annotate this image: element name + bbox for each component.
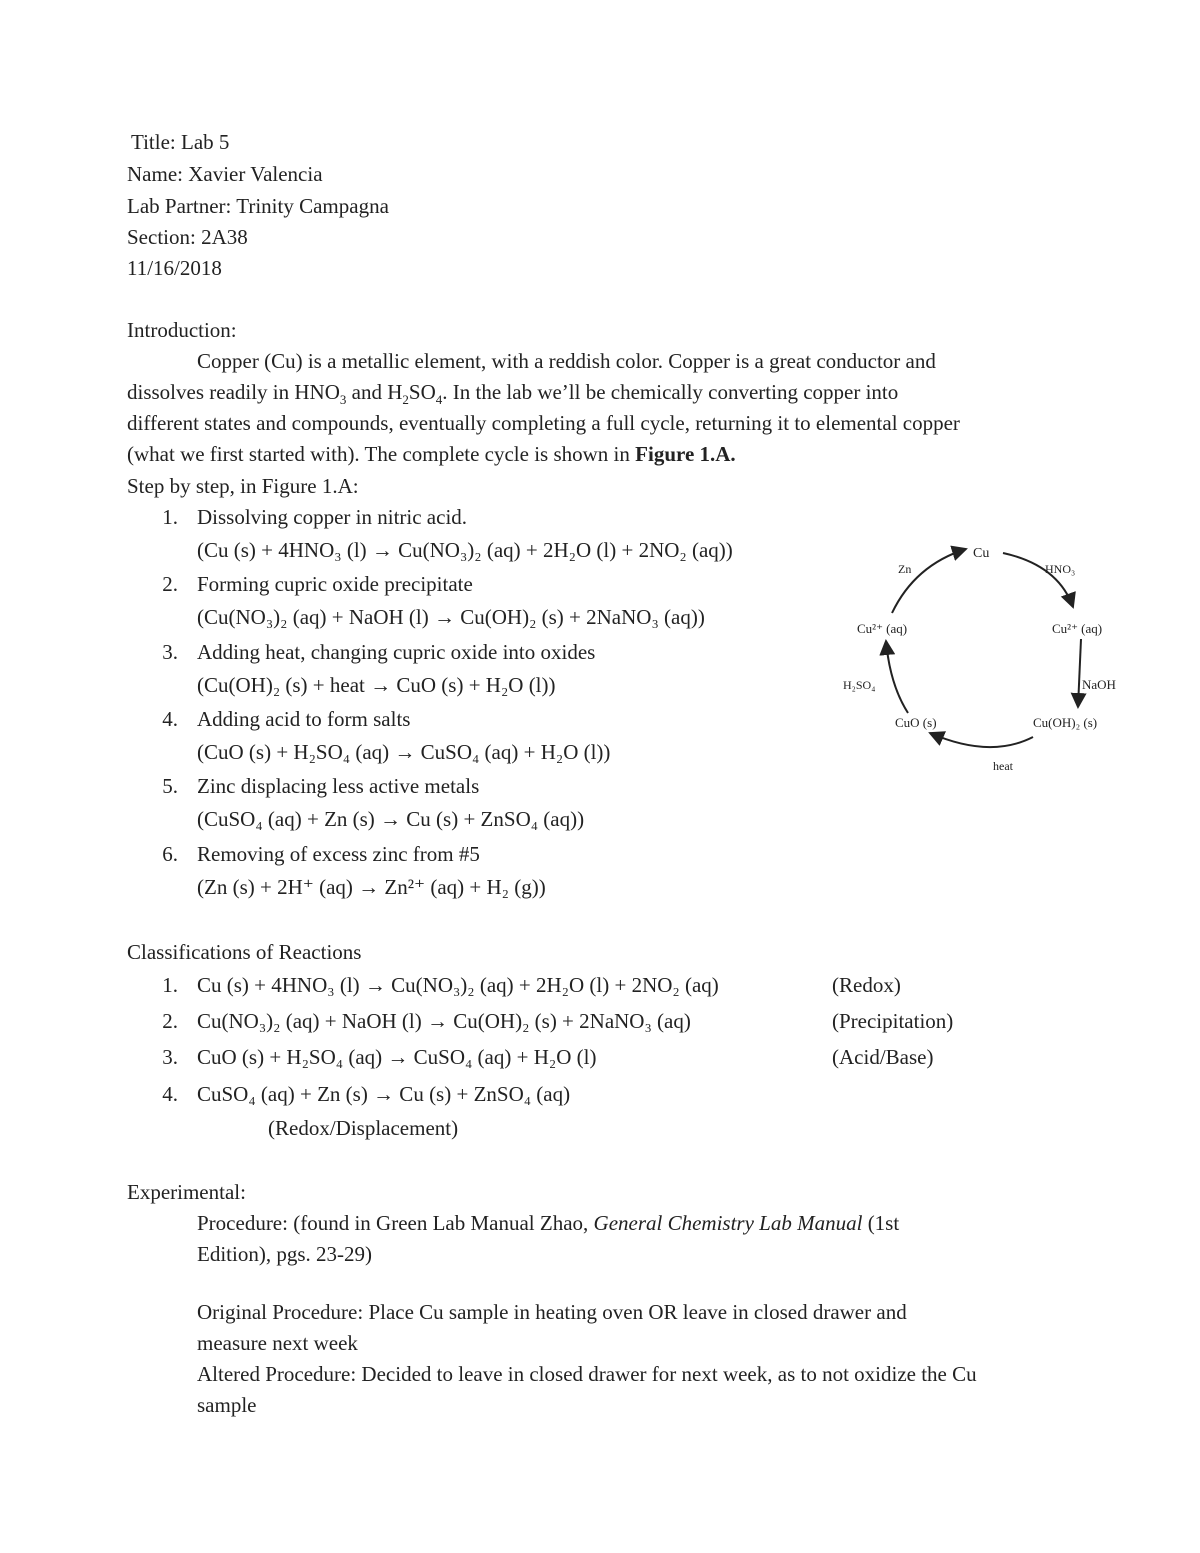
- experimental-heading: Experimental:: [127, 1180, 246, 1204]
- copper-cycle-figure: [830, 535, 1130, 780]
- class-type: (Acid/Base): [832, 1045, 934, 1069]
- step-equation: (Zn (s) + 2H⁺ (aq) → Zn²⁺ (aq) + H₂ (g)): [197, 875, 546, 899]
- intro-line-4: (what we first started with). The complete cycle is shown in Figure 1.A.: [127, 442, 736, 466]
- original-procedure-2: measure next week: [197, 1331, 358, 1355]
- step-equation: (Cu(NO₃)₂ (aq) + NaOH (l) → Cu(OH)₂ (s) + 2NaNO₃ (aq)): [197, 605, 705, 629]
- step-number: 3.: [162, 640, 178, 664]
- procedure-line-1: Procedure: (found in Green Lab Manual Zhao, General Chemistry Lab Manual (1st: [197, 1211, 900, 1235]
- node-cuo: CuO (s): [895, 715, 937, 730]
- step-number: 1.: [162, 505, 178, 529]
- altered-procedure-2: sample: [197, 1393, 257, 1417]
- class-equation: CuSO₄ (aq) + Zn (s) → Cu (s) + ZnSO₄ (aq): [197, 1082, 571, 1106]
- manual-title: General Chemistry Lab Manual: [593, 1211, 863, 1235]
- classifications-heading: Classifications of Reactions: [127, 940, 362, 964]
- class-equation: CuO (s) + H₂SO₄ (aq) → CuSO₄ (aq) + H₂O (l): [197, 1045, 597, 1069]
- arrow-cuo-to-cu2: [886, 641, 908, 713]
- step-equation: (CuSO₄ (aq) + Zn (s) → Cu (s) + ZnSO₄ (aq)): [197, 807, 585, 831]
- step-number: 6.: [162, 842, 178, 866]
- step-text: Forming cupric oxide precipitate: [197, 572, 473, 596]
- step-text: Adding heat, changing cupric oxide into oxides: [197, 640, 596, 664]
- label-zn: Zn: [898, 562, 912, 576]
- class-number: 1.: [162, 973, 178, 997]
- node-cuoh2: Cu(OH)₂ (s): [1033, 715, 1098, 730]
- step-number: 5.: [162, 774, 178, 798]
- step-equation: (Cu(OH)₂ (s) + heat → CuO (s) + H₂O (l)): [197, 673, 556, 697]
- author-name: Name: Xavier Valencia: [127, 162, 323, 186]
- step-equation: (CuO (s) + H₂SO₄ (aq) → CuSO₄ (aq) + H₂O (l)): [197, 740, 611, 764]
- class-number: 3.: [162, 1045, 178, 1069]
- section: Section: 2A38: [127, 225, 248, 249]
- label-hno3: HNO₃: [1045, 562, 1076, 576]
- arrow-cu2-to-cuoh2: [1078, 639, 1081, 707]
- altered-procedure-1: Altered Procedure: Decided to leave in closed drawer for next week, as to not oxidize the Cu: [197, 1362, 977, 1386]
- class-equation: Cu (s) + 4HNO₃ (l) → Cu(NO₃)₂ (aq) + 2H₂O (l) + 2NO₂ (aq): [197, 973, 719, 997]
- step-number: 4.: [162, 707, 178, 731]
- step-number: 2.: [162, 572, 178, 596]
- arrow-cuoh2-to-cuo: [930, 733, 1033, 747]
- class-number: 2.: [162, 1009, 178, 1033]
- intro-heading: Introduction:: [127, 318, 237, 342]
- class-type: (Redox/Displacement): [268, 1116, 459, 1140]
- intro-line-2: dissolves readily in $HNO_3$ and $H_2SO_4$. In the lab we’ll be chemically converting copper into: [127, 380, 899, 408]
- step-text: Adding acid to form salts: [197, 707, 411, 731]
- class-number: 4.: [162, 1082, 178, 1106]
- procedure-line-2: Edition), pgs. 23-29): [197, 1242, 372, 1266]
- class-type: (Redox): [832, 973, 901, 997]
- intro-line-3: different states and compounds, eventually completing a full cycle, returning it to elemental copper: [127, 411, 960, 435]
- step-equation: (Cu (s) + 4HNO₃ (l) → Cu(NO₃)₂ (aq) + 2H₂O (l) + 2NO₂ (aq)): [197, 538, 733, 562]
- node-cu2-left: Cu²⁺ (aq): [857, 621, 908, 636]
- original-procedure-1: Original Procedure: Place Cu sample in heating oven OR leave in closed drawer and: [197, 1300, 907, 1324]
- step-text: Zinc displacing less active metals: [197, 774, 480, 798]
- date: 11/16/2018: [127, 256, 222, 280]
- step-text: Dissolving copper in nitric acid.: [197, 505, 468, 529]
- lab-partner: Lab Partner: Trinity Campagna: [127, 194, 389, 218]
- node-cu: Cu: [973, 546, 990, 561]
- doc-title: Title: Lab 5: [131, 130, 230, 154]
- node-cu2-right: Cu²⁺ (aq): [1052, 621, 1103, 636]
- intro-line-1: Copper (Cu) is a metallic element, with a reddish color. Copper is a great conductor and: [197, 349, 936, 373]
- label-naoh: NaOH: [1082, 677, 1116, 692]
- step-text: Removing of excess zinc from #5: [197, 842, 480, 866]
- figure-reference: Figure 1.A.: [635, 442, 736, 466]
- label-h2so4: H₂SO₄: [843, 678, 876, 692]
- class-type: (Precipitation): [832, 1009, 954, 1033]
- steps-heading: Step by step, in Figure 1.A:: [127, 474, 359, 498]
- class-equation: Cu(NO₃)₂ (aq) + NaOH (l) → Cu(OH)₂ (s) + 2NaNO₃ (aq): [197, 1009, 691, 1033]
- label-heat: heat: [993, 759, 1013, 773]
- arrow-cu2-to-cu: [892, 549, 966, 613]
